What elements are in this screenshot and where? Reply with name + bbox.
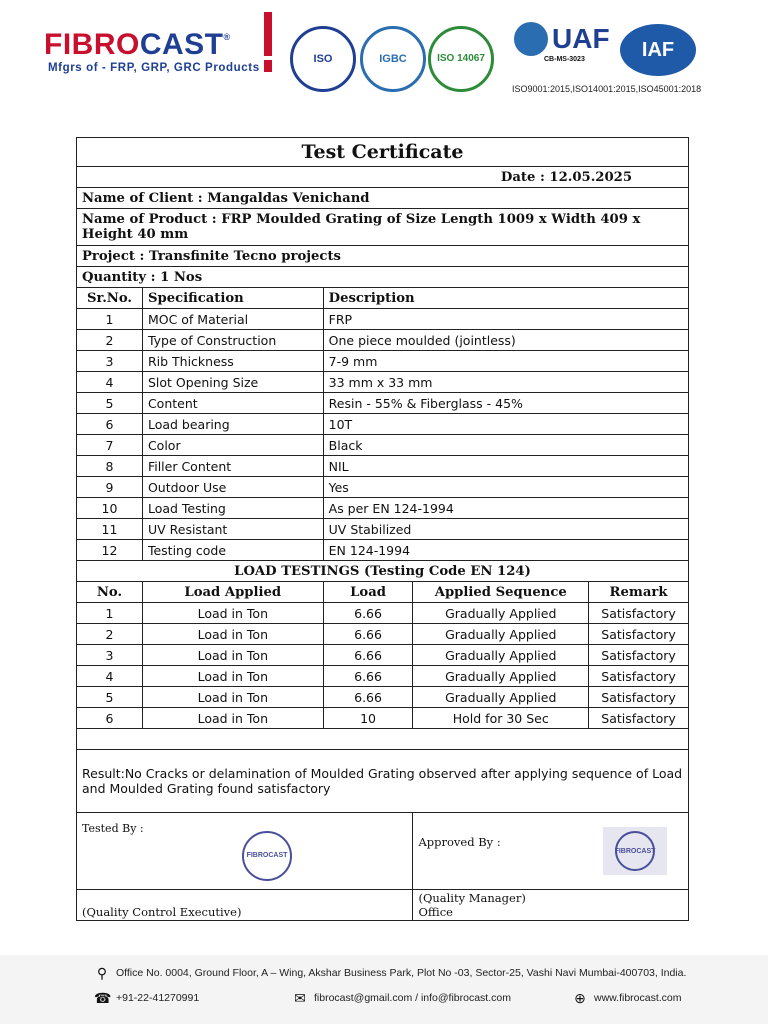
spec-row <box>77 372 689 393</box>
spec-specification: Slot Opening Size <box>142 372 323 393</box>
tested-by-cell <box>77 813 413 890</box>
page-footer <box>0 955 768 1024</box>
designation-row <box>77 890 689 921</box>
globe-web-icon: ⊕ <box>574 990 586 1006</box>
spec-specification: Color <box>142 435 323 456</box>
load-value: 6.66 <box>323 603 413 624</box>
spec-row <box>77 435 689 456</box>
load-remark: Satisfactory <box>589 624 689 645</box>
spec-specification: Filler Content <box>142 456 323 477</box>
load-sequence: Hold for 30 Sec <box>413 708 589 729</box>
logo-fibro: FIBRO <box>44 28 140 61</box>
result-text: Result:No Cracks or delamination of Moulded Grating observed after applying sequence of Load and Moulded Grating found satisfactory <box>77 750 689 813</box>
spec-description: NIL <box>323 456 688 477</box>
load-value: 6.66 <box>323 624 413 645</box>
load-no: 5 <box>77 687 143 708</box>
spec-srno: 8 <box>77 456 143 477</box>
company-stamp-icon: FIBROCAST <box>242 831 292 881</box>
spec-row <box>77 414 689 435</box>
load-testing-title: LOAD TESTINGS (Testing Code EN 124) <box>77 561 689 582</box>
tested-by-label: Tested By : <box>82 821 144 835</box>
spec-srno: 5 <box>77 393 143 414</box>
iso-certified-badge: ISO <box>290 26 356 92</box>
load-row <box>77 666 689 687</box>
footer-phone: +91-22-41270991 <box>116 992 200 1004</box>
logo-accent-bar <box>264 12 272 56</box>
company-logo <box>44 28 231 62</box>
spec-srno: 10 <box>77 498 143 519</box>
spec-description: 7-9 mm <box>323 351 688 372</box>
load-header-row <box>77 582 689 603</box>
spec-row <box>77 498 689 519</box>
spec-description: 10T <box>323 414 688 435</box>
spec-description: Black <box>323 435 688 456</box>
load-applied: Load in Ton <box>142 666 323 687</box>
load-row <box>77 603 689 624</box>
quantity: Quantity : 1 Nos <box>77 267 689 288</box>
load-remark: Satisfactory <box>589 666 689 687</box>
load-value: 10 <box>323 708 413 729</box>
spec-srno: 9 <box>77 477 143 498</box>
logo-cast: CAST <box>139 28 224 61</box>
uaf-code: CB-MS-3023 <box>544 56 585 63</box>
load-no: 2 <box>77 624 143 645</box>
spec-srno: 4 <box>77 372 143 393</box>
load-remark: Satisfactory <box>589 708 689 729</box>
spec-srno: 3 <box>77 351 143 372</box>
blank-row <box>77 729 689 750</box>
load-header-sequence: Applied Sequence <box>413 582 589 603</box>
spec-srno: 11 <box>77 519 143 540</box>
load-row <box>77 708 689 729</box>
spec-description: EN 124-1994 <box>323 540 688 561</box>
globe-icon <box>514 22 548 56</box>
spec-specification: MOC of Material <box>142 309 323 330</box>
spec-description: FRP <box>323 309 688 330</box>
spec-specification: UV Resistant <box>142 519 323 540</box>
quality-manager-label: (Quality Manager) <box>418 891 526 905</box>
client-name: Name of Client : Mangaldas Venichand <box>77 188 689 209</box>
product-name: Name of Product : FRP Moulded Grating of Size Length 1009 x Width 409 x Height 40 mm <box>77 209 689 246</box>
footer-website: www.fibrocast.com <box>594 992 682 1004</box>
quality-manager-cell <box>413 890 689 921</box>
load-sequence: Gradually Applied <box>413 624 589 645</box>
load-applied: Load in Ton <box>142 603 323 624</box>
load-value: 6.66 <box>323 687 413 708</box>
load-no: 3 <box>77 645 143 666</box>
spec-srno: 2 <box>77 330 143 351</box>
spec-header-row <box>77 288 689 309</box>
iaf-logo: IAF <box>620 24 696 76</box>
spec-specification: Content <box>142 393 323 414</box>
spec-row <box>77 456 689 477</box>
spec-header-description: Description <box>323 288 688 309</box>
igbc-badge: IGBC <box>360 26 426 92</box>
load-sequence: Gradually Applied <box>413 645 589 666</box>
load-sequence: Gradually Applied <box>413 687 589 708</box>
spec-row <box>77 393 689 414</box>
spec-row <box>77 477 689 498</box>
load-value: 6.66 <box>323 645 413 666</box>
load-remark: Satisfactory <box>589 603 689 624</box>
spec-description: Yes <box>323 477 688 498</box>
load-applied: Load in Ton <box>142 645 323 666</box>
logo-accent-dot <box>264 60 272 72</box>
spec-row <box>77 330 689 351</box>
uaf-logo: UAF CB-MS-3023 <box>514 22 610 74</box>
certificate-title: Test Certificate <box>77 138 689 167</box>
spec-description: One piece moulded (jointless) <box>323 330 688 351</box>
project-name: Project : Transfinite Tecno projects <box>77 246 689 267</box>
qc-executive-label: (Quality Control Executive) <box>77 890 413 921</box>
iso-standards-line: ISO9001:2015,ISO14001:2015,ISO45001:2018 <box>512 84 702 94</box>
email-icon: ✉ <box>294 990 306 1006</box>
load-sequence: Gradually Applied <box>413 603 589 624</box>
spec-header-srno: Sr.No. <box>77 288 143 309</box>
approved-by-cell <box>413 813 689 890</box>
logo-reg-mark: ® <box>223 32 231 42</box>
iso-14067-badge: ISO 14067 <box>428 26 494 92</box>
spec-description: Resin - 55% & Fiberglass - 45% <box>323 393 688 414</box>
load-applied: Load in Ton <box>142 624 323 645</box>
signature-stamp-icon: FIBROCAST <box>603 827 667 875</box>
spec-header-specification: Specification <box>142 288 323 309</box>
load-value: 6.66 <box>323 666 413 687</box>
spec-description: 33 mm x 33 mm <box>323 372 688 393</box>
spec-srno: 6 <box>77 414 143 435</box>
test-certificate-table <box>76 137 689 921</box>
signature-row <box>77 813 689 890</box>
load-applied: Load in Ton <box>142 687 323 708</box>
spec-srno: 7 <box>77 435 143 456</box>
spec-specification: Outdoor Use <box>142 477 323 498</box>
spec-specification: Rib Thickness <box>142 351 323 372</box>
spec-specification: Type of Construction <box>142 330 323 351</box>
footer-email: fibrocast@gmail.com / info@fibrocast.com <box>314 992 511 1004</box>
load-remark: Satisfactory <box>589 687 689 708</box>
load-header-remark: Remark <box>589 582 689 603</box>
spec-row <box>77 519 689 540</box>
spec-specification: Testing code <box>142 540 323 561</box>
load-sequence: Gradually Applied <box>413 666 589 687</box>
load-header-load: Load <box>323 582 413 603</box>
spec-row <box>77 351 689 372</box>
load-header-load-applied: Load Applied <box>142 582 323 603</box>
approved-by-label: Approved By : <box>418 835 501 849</box>
spec-srno: 12 <box>77 540 143 561</box>
spec-srno: 1 <box>77 309 143 330</box>
spec-row <box>77 309 689 330</box>
load-row <box>77 624 689 645</box>
location-pin-icon: ⚲ <box>96 965 108 981</box>
footer-address: Office No. 0004, Ground Floor, A – Wing, Akshar Business Park, Plot No -03, Sector-25, Vashi Navi Mumbai-400703, India. <box>116 967 687 979</box>
spec-description: UV Stabilized <box>323 519 688 540</box>
load-row <box>77 687 689 708</box>
spec-row <box>77 540 689 561</box>
spec-specification: Load bearing <box>142 414 323 435</box>
load-remark: Satisfactory <box>589 645 689 666</box>
load-header-no: No. <box>77 582 143 603</box>
spec-description: As per EN 124-1994 <box>323 498 688 519</box>
spec-specification: Load Testing <box>142 498 323 519</box>
load-applied: Load in Ton <box>142 708 323 729</box>
load-no: 6 <box>77 708 143 729</box>
company-tagline: Mfgrs of - FRP, GRP, GRC Products <box>48 62 260 74</box>
load-no: 4 <box>77 666 143 687</box>
phone-icon: ☎ <box>94 990 112 1006</box>
load-no: 1 <box>77 603 143 624</box>
letterhead <box>0 0 768 110</box>
load-row <box>77 645 689 666</box>
office-label: Office <box>418 905 453 919</box>
certificate-date: Date : 12.05.2025 <box>77 167 689 188</box>
